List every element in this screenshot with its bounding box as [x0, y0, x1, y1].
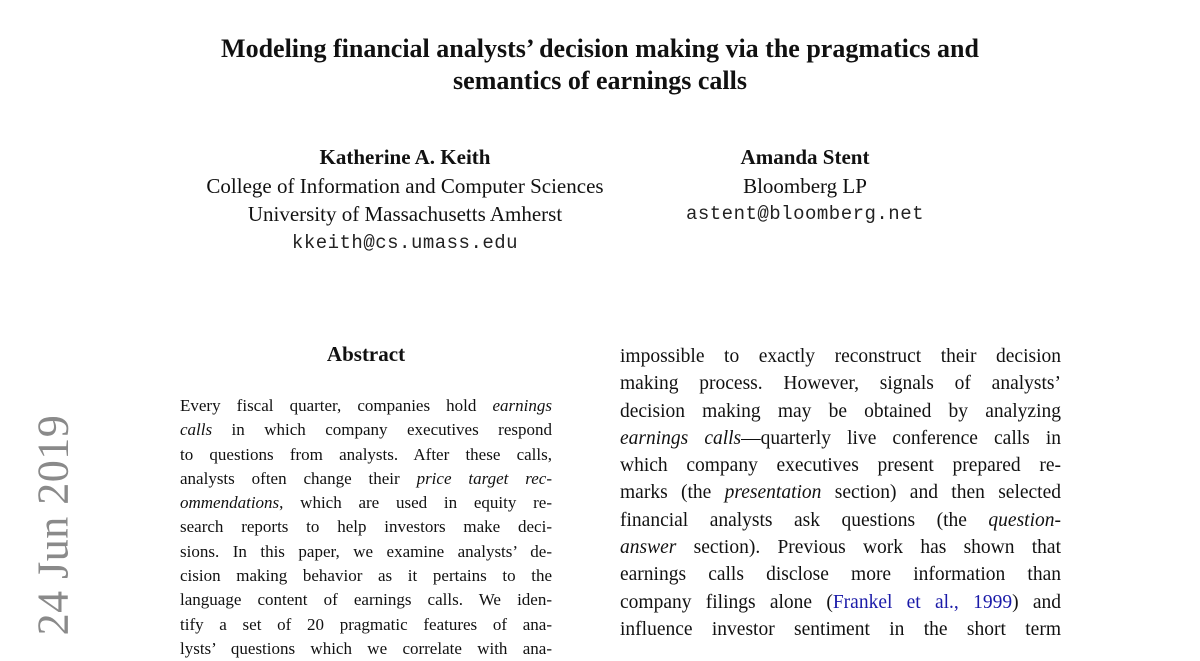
text-span: Every fiscal quarter, companies hold: [180, 396, 493, 415]
text-span: impossible to exactly reconstruct their decision: [620, 346, 1061, 367]
text-span: , which are used in equity re-: [279, 493, 552, 513]
text-line: [180, 515, 552, 539]
emphasized-term: answer: [620, 537, 677, 559]
author-name: Katherine A. Keith: [319, 145, 491, 169]
emphasized-term: earnings: [492, 396, 552, 415]
author-affiliation: College of Information and Computer Sciences: [206, 173, 604, 198]
text-line: [180, 467, 552, 491]
paper-title: [150, 33, 1050, 97]
text-line: [180, 588, 552, 612]
author-name: Amanda Stent: [740, 145, 870, 169]
citation-link[interactable]: Frankel et al., 1999: [832, 591, 1013, 613]
text-line: [620, 452, 1061, 479]
title-line-2: semantics of earnings calls: [453, 66, 747, 95]
text-span: sions. In this paper, we examine analysts’ de-: [180, 541, 552, 561]
text-span: analysts often change their: [180, 468, 417, 488]
author-block-stent: [620, 143, 990, 229]
text-line: [620, 561, 1061, 588]
text-line: [180, 613, 552, 637]
text-span: marks (the: [620, 482, 725, 504]
text-span: ) and: [1012, 591, 1061, 613]
text-line: [180, 394, 552, 418]
emphasized-term: calls: [180, 420, 213, 440]
author-affiliation: University of Massachusetts Amherst: [247, 202, 563, 226]
text-span: —quarterly live conference calls in: [741, 427, 1061, 449]
text-line: [620, 534, 1061, 561]
author-block-keith: [140, 143, 670, 257]
text-span: earnings calls disclose more information than: [620, 564, 1061, 586]
text-line: [180, 418, 552, 442]
text-span: financial analysts ask questions (the: [620, 509, 989, 531]
text-line: [180, 443, 552, 467]
arxiv-date-stamp: 24 Jun 2019: [28, 414, 78, 636]
text-line: [180, 540, 552, 564]
text-line: [620, 343, 1061, 370]
abstract-heading: Abstract: [326, 342, 406, 366]
emphasized-term: ommendations: [180, 493, 280, 513]
text-span: tify a set of 20 pragmatic features of ana-: [180, 614, 552, 634]
emphasized-term: presentation: [724, 482, 822, 504]
text-span: decision making may be obtained by analyzing: [620, 400, 1061, 422]
text-span: search reports to help investors make deci-: [180, 517, 552, 537]
text-line: [620, 616, 1061, 643]
text-line: [180, 564, 552, 588]
title-line-1: Modeling financial analysts’ decision making via the pragmatics and: [221, 34, 979, 63]
text-line: [620, 425, 1061, 452]
emphasized-term: question-: [988, 509, 1061, 531]
text-line: [620, 370, 1061, 397]
text-line: [180, 637, 552, 661]
intro-text-column: [620, 343, 1061, 643]
text-line: [620, 507, 1061, 534]
text-span: company filings alone (: [620, 591, 833, 613]
text-line: [180, 491, 552, 515]
emphasized-term: earnings calls: [620, 427, 742, 449]
author-email[interactable]: kkeith@cs.umass.edu: [291, 231, 519, 254]
text-span: lysts’ questions which we correlate with ana-: [180, 638, 552, 658]
text-span: section) and then selected: [821, 482, 1061, 504]
text-span: influence investor sentiment in the short term: [620, 618, 1061, 640]
text-line: [620, 479, 1061, 506]
text-span: which company executives present prepared re-: [620, 455, 1061, 477]
text-span: language content of earnings calls. We iden-: [180, 590, 552, 610]
abstract-text: [180, 394, 552, 661]
text-span: in which company executives respond: [212, 420, 552, 440]
text-span: cision making behavior as it pertains to the: [180, 566, 552, 586]
text-span: section). Previous work has shown that: [676, 537, 1061, 559]
author-affiliation: Bloomberg LP: [743, 173, 867, 198]
emphasized-term: price target rec-: [416, 468, 552, 488]
text-line: [620, 589, 1061, 616]
author-email[interactable]: astent@bloomberg.net: [685, 203, 925, 225]
text-line: [620, 398, 1061, 425]
text-span: making process. However, signals of analysts’: [620, 373, 1061, 395]
text-span: to questions from analysts. After these calls,: [180, 444, 552, 464]
